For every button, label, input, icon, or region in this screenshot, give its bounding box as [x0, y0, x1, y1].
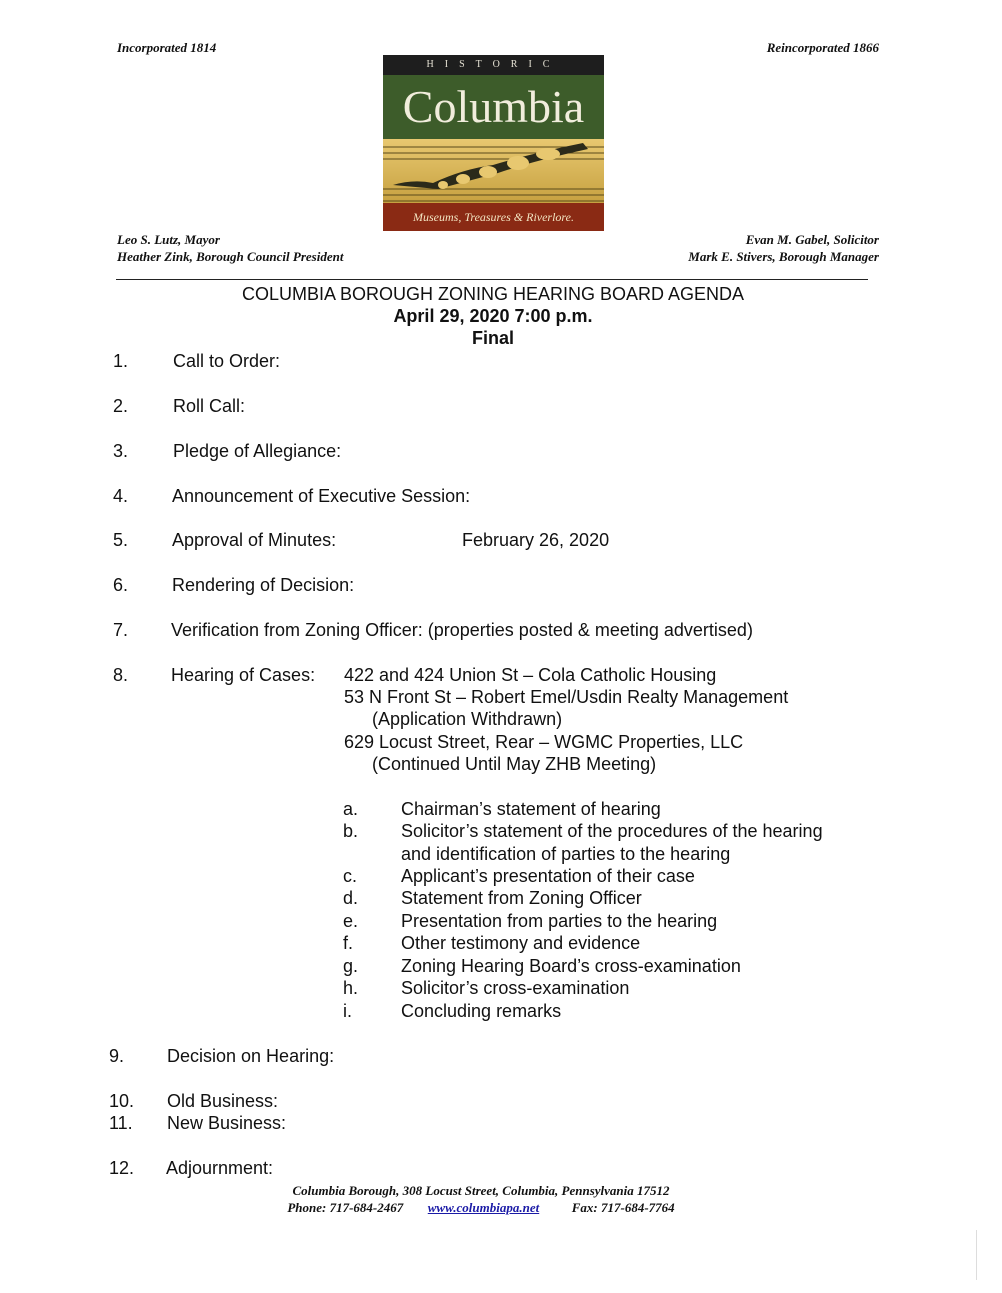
- step-letter: d.: [343, 888, 359, 908]
- agenda-date: April 29, 2020 7:00 p.m.: [393, 306, 593, 326]
- case-note: (Application Withdrawn): [372, 709, 563, 729]
- item-number: 6.: [113, 575, 129, 595]
- case-note: (Continued Until May ZHB Meeting): [372, 754, 657, 774]
- mayor-text: Leo S. Lutz, Mayor: [117, 232, 220, 247]
- step-letter: f.: [343, 933, 354, 953]
- step-text: Zoning Hearing Board’s cross-examination: [401, 956, 741, 976]
- step-letter: b.: [343, 821, 359, 841]
- item-label: Announcement of Executive Session:: [172, 486, 471, 506]
- step-text: Concluding remarks: [401, 1001, 562, 1021]
- item-label: Pledge of Allegiance:: [173, 441, 342, 461]
- step-text: Applicant’s presentation of their case: [401, 866, 695, 886]
- item-number: 2.: [113, 396, 129, 416]
- step-letter: e.: [343, 911, 359, 931]
- footer-contact: [0, 1200, 962, 1216]
- item-number: 11.: [109, 1113, 133, 1133]
- item-label: Decision on Hearing:: [167, 1046, 335, 1066]
- website-link[interactable]: www.columbiapa.net: [427, 1200, 540, 1215]
- item-number: 12.: [109, 1158, 135, 1178]
- solicitor-text: Evan M. Gabel, Solicitor: [745, 232, 879, 247]
- case-entry: 422 and 424 Union St – Cola Catholic Housing: [344, 665, 717, 685]
- item-number: 4.: [113, 486, 129, 506]
- item-label: New Business:: [167, 1113, 287, 1133]
- item-label: Rendering of Decision:: [172, 575, 355, 595]
- step-text: Statement from Zoning Officer: [401, 888, 642, 908]
- item-label: Hearing of Cases:: [171, 665, 316, 685]
- item-number: 10.: [109, 1091, 135, 1111]
- footer-fax: Fax: 717-684-7764: [571, 1200, 675, 1215]
- columbia-logo: [383, 55, 604, 231]
- step-letter: h.: [343, 978, 359, 998]
- logo-name: Columbia: [402, 81, 585, 132]
- item-number: 3.: [113, 441, 129, 461]
- step-letter: i.: [343, 1001, 352, 1021]
- step-letter: c.: [343, 866, 358, 886]
- step-text: and identification of parties to the hearing: [401, 844, 731, 864]
- step-text: Presentation from parties to the hearing: [401, 911, 718, 931]
- page-edge-line: [976, 1230, 977, 1280]
- reincorporated-text: Reincorporated 1866: [766, 40, 879, 55]
- item-number: 1.: [113, 351, 129, 371]
- item-label: Roll Call:: [173, 396, 246, 416]
- logo-historic-text: HISTORIC: [383, 55, 604, 75]
- agenda-title: COLUMBIA BOROUGH ZONING HEARING BOARD AGENDA: [241, 284, 745, 304]
- item-number: 7.: [113, 620, 129, 640]
- step-text: Chairman’s statement of hearing: [401, 799, 661, 819]
- case-entry: 53 N Front St – Robert Emel/Usdin Realty Management: [344, 687, 789, 707]
- header-divider: [116, 279, 868, 280]
- item-number: 9.: [109, 1046, 125, 1066]
- item-number: 8.: [113, 665, 129, 685]
- item-number: 5.: [113, 530, 129, 550]
- case-entry: 629 Locust Street, Rear – WGMC Properties, LLC: [344, 732, 744, 752]
- item-label: Verification from Zoning Officer: (properties posted & meeting advertised): [171, 620, 753, 640]
- logo-tagline: Museums, Treasures & Riverlore.: [413, 210, 574, 224]
- step-letter: g.: [343, 956, 359, 976]
- step-text: Solicitor’s statement of the procedures of the hearing: [401, 821, 823, 841]
- manager-text: Mark E. Stivers, Borough Manager: [688, 249, 879, 264]
- item-label: Old Business:: [167, 1091, 279, 1111]
- item-label: Call to Order:: [173, 351, 281, 371]
- agenda-status: Final: [471, 328, 514, 348]
- step-text: Other testimony and evidence: [401, 933, 641, 953]
- incorporated-text: Incorporated 1814: [117, 40, 217, 55]
- footer-address: Columbia Borough, 308 Locust Street, Columbia, Pennsylvania 17512: [292, 1183, 670, 1198]
- step-letter: a.: [343, 799, 359, 819]
- footer-phone: Phone: 717-684-2467: [287, 1200, 404, 1215]
- step-text: Solicitor’s cross-examination: [401, 978, 630, 998]
- item-label: Adjournment:: [166, 1158, 274, 1178]
- item-label: Approval of Minutes:: [172, 530, 337, 550]
- council-president-text: Heather Zink, Borough Council President: [117, 249, 344, 264]
- minutes-date: February 26, 2020: [462, 530, 610, 550]
